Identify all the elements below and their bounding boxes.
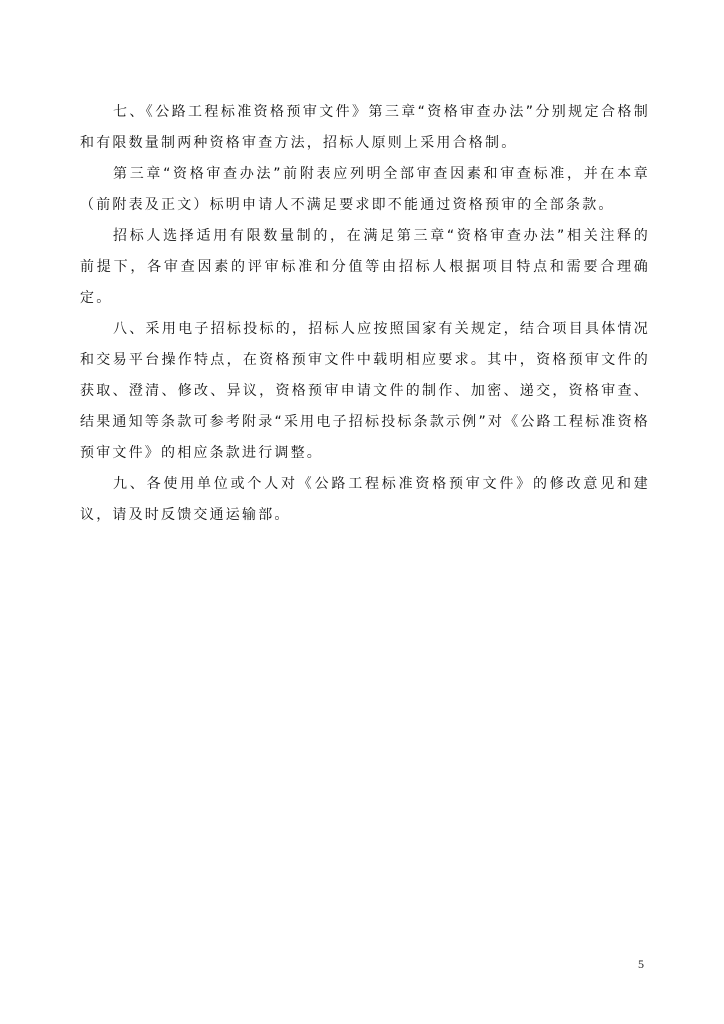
page-number: 5 bbox=[638, 957, 644, 971]
paragraph-nine: 九、各使用单位或个人对《公路工程标准资格预审文件》的修改意见和建议，请及时反馈交通运输部。 bbox=[80, 476, 650, 523]
paragraph-chapter-three-table: 第三章“资格审查办法”前附表应列明全部审查因素和审查标准，并在本章（前附表及正文）标明申请人不满足要求即不能通过资格预审的全部条款。 bbox=[80, 166, 650, 213]
paragraph-eight: 八、采用电子招标投标的，招标人应按照国家有关规定，结合项目具体情况和交易平台操作特点，在资格预审文件中载明相应要求。其中，资格预审文件的获取、澄清、修改、异议，资格预审申请文件的制作、加密、递交，资格审查、结果通知等条款可参考附录“采用电子招标投标条款示例”对《公路工程标准资格预审文件》的相应条款进行调整。 bbox=[80, 321, 650, 461]
document-body bbox=[80, 97, 650, 531]
paragraph-limited-quantity: 招标人选择适用有限数量制的，在满足第三章“资格审查办法”相关注释的前提下，各审查因素的评审标准和分值等由招标人根据项目特点和需要合理确定。 bbox=[80, 228, 650, 306]
paragraph-seven: 七、《公路工程标准资格预审文件》第三章“资格审查办法”分别规定合格制和有限数量制两种资格审查方法，招标人原则上采用合格制。 bbox=[80, 104, 650, 151]
